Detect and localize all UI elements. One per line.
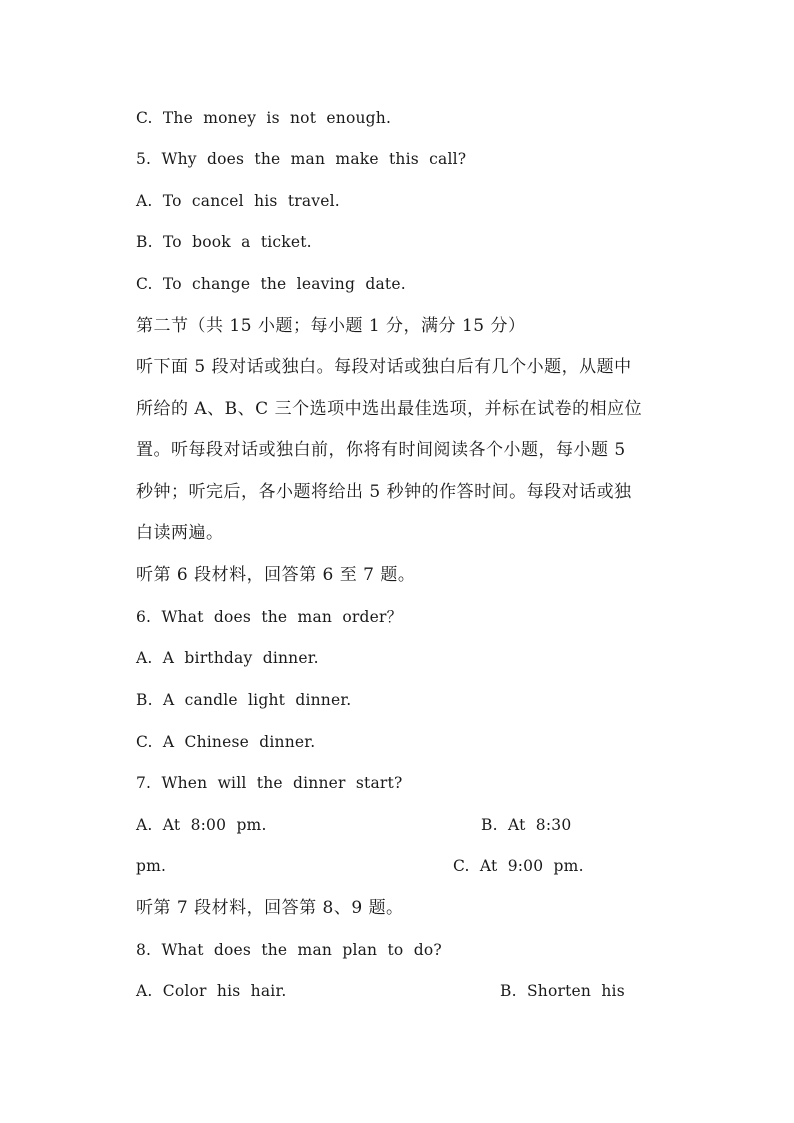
option-6c: C. A Chinese dinner. (136, 733, 316, 751)
option-5c: C. To change the leaving date. (136, 275, 406, 293)
option-5a: A. To cancel his travel. (136, 192, 340, 210)
option-7c: C. At 9:00 pm. (453, 857, 584, 875)
option-7b-continued: pm. (136, 857, 167, 875)
material-6-heading: 听第 6 段材料，回答第 6 至 7 题。 (136, 565, 416, 585)
option-8b: B. Shorten his (500, 982, 625, 1000)
question-5: 5. Why does the man make this call? (136, 150, 467, 168)
instruction-line-2: 所给的 A、B、C 三个选项中选出最佳选项，并标在试卷的相应位 (136, 399, 643, 419)
instruction-line-3: 置。听每段对话或独白前，你将有时间阅读各个小题，每小题 5 (136, 440, 626, 460)
instruction-line-4: 秒钟；听完后，各小题将给出 5 秒钟的作答时间。每段对话或独 (136, 482, 632, 502)
instruction-line-5: 白读两遍。 (136, 523, 224, 543)
option-6b: B. A candle light dinner. (136, 691, 352, 709)
question-7: 7. When will the dinner start? (136, 774, 403, 792)
option-7b: B. At 8:30 (481, 816, 572, 834)
question-6: 6. What does the man order？ (136, 608, 403, 626)
material-7-heading: 听第 7 段材料，回答第 8、9 题。 (136, 898, 404, 918)
option-5b: B. To book a ticket. (136, 233, 312, 251)
option-8a: A. Color his hair. (136, 982, 287, 1000)
instruction-line-1: 听下面 5 段对话或独白。每段对话或独白后有几个小题，从题中 (136, 357, 632, 377)
option-7a: A. At 8:00 pm. (136, 816, 267, 834)
option-4c: C. The money is not enough. (136, 109, 392, 127)
question-8: 8. What does the man plan to do? (136, 941, 442, 959)
option-6a: A. A birthday dinner. (136, 649, 319, 667)
section-heading: 第二节（共 15 小题；每小题 1 分，满分 15 分） (136, 316, 526, 336)
